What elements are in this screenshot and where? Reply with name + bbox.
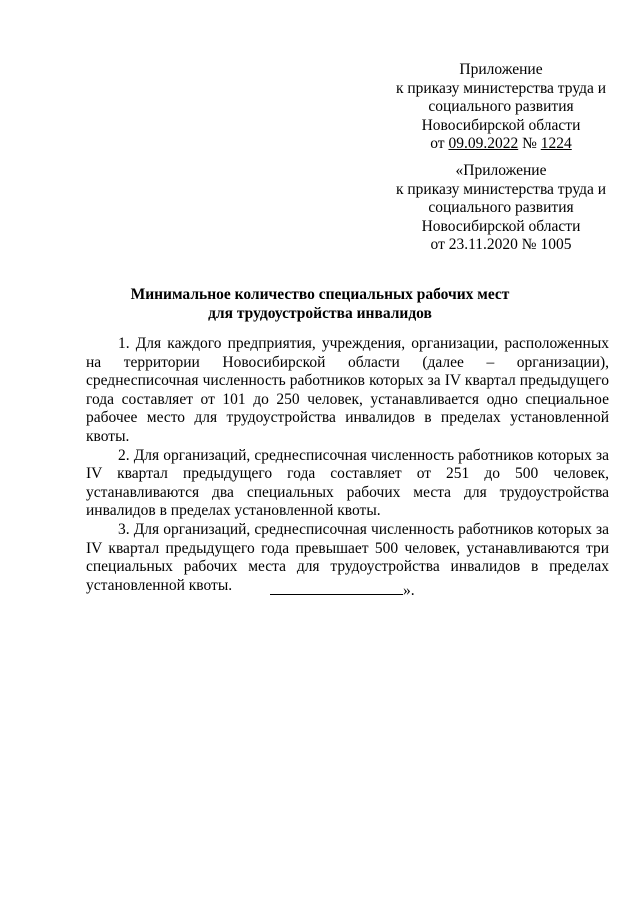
prev-appendix-label: «Приложение [455,162,547,179]
order-date: 09.09.2022 [448,135,519,153]
title-line-1: Минимальное количество специальных рабочих мест [130,286,510,303]
appendix-header-current [392,61,610,154]
appendix-date-number-line [392,135,610,154]
closing-line [270,580,430,601]
prev-appendix-order-line: к приказу министерства труда и [395,180,607,198]
order-number: 1224 [540,135,572,153]
signature-rule [270,580,403,595]
number-prefix: № [518,135,541,153]
document-body [86,335,609,595]
document-title [60,286,580,323]
date-prefix: от [430,135,449,153]
appendix-ministry-line: социального развития [428,98,574,116]
prev-appendix-ministry-line: социального развития [428,199,574,217]
title-line-2: для трудоустройства инвалидов [208,304,432,322]
paragraph-2: 2. Для организаций, среднесписочная численность работников которых за IV квартал предыдущего года составляет от 251 до 500 человек, устанавливаются два специальных рабочих места для трудоустройства инвалидов в пределах установленной квоты. [86,446,609,520]
paragraph-1: 1. Для каждого предприятия, учреждения, организации, расположенных на территории Новосибирской области (далее – организации), среднесписочная численность работников которых за IV квартал предыдущего года составляет от 101 до 250 человек, устанавливается одно специальное рабочее место для трудоустройства инвалидов в пределах установленной квоты. [86,335,609,445]
appendix-order-line: к приказу министерства труда и [395,79,607,97]
prev-appendix-region-line: Новосибирской области [421,217,581,235]
closing-quote: ». [403,582,415,599]
appendix-region-line: Новосибирской области [421,116,581,134]
appendix-label: Приложение [459,61,543,78]
paragraph-3: 3. Для организаций, среднесписочная численность работников которых за IV квартал предыдущего года превышает 500 человек, устанавливаются три специальных рабочих места для трудоустройства инвалидов в пределах установленной квоты. [86,520,609,594]
prev-appendix-date-number-line: от 23.11.2020 № 1005 [430,236,572,254]
appendix-header-previous [392,162,610,255]
